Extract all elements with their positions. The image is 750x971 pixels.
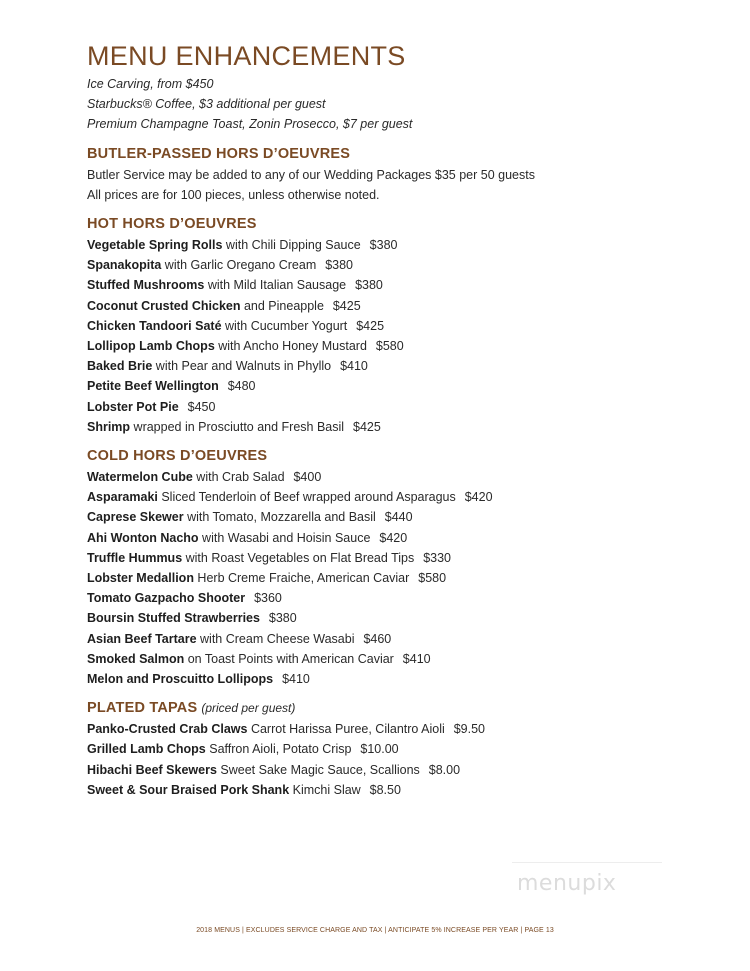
menu-item-description: with Cucumber Yogurt — [221, 318, 348, 333]
watermark-text: menupix — [517, 871, 617, 896]
menu-item-price: $360 — [254, 591, 282, 606]
hot-items — [87, 235, 707, 437]
menu-item-name: Truffle Hummus — [87, 550, 183, 565]
menu-item-price: $380 — [268, 611, 297, 626]
menu-item-name: Caprese Skewer — [87, 510, 184, 525]
menu-item-name: Asparamaki — [87, 490, 158, 505]
butler-section — [87, 144, 707, 205]
menu-item — [87, 780, 707, 800]
hot-heading: HOT HORS D’OEUVRES — [87, 216, 257, 233]
menu-item — [87, 719, 707, 739]
page-footer: 2018 MENUS | EXCLUDES SERVICE CHARGE AND TAX | ANTICIPATE 5% INCREASE PER YEAR | PAGE 13 — [196, 927, 554, 934]
menu-item-name: Coconut Crusted Chicken — [87, 298, 241, 313]
menu-item-description: with Garlic Oregano Cream — [161, 258, 317, 273]
menu-item-description: and Pineapple — [240, 298, 324, 313]
menu-item — [87, 568, 707, 588]
menu-item — [87, 255, 707, 275]
menu-item-price: $450 — [187, 399, 216, 414]
menu-item-description: with Chili Dipping Sauce — [222, 238, 361, 253]
menu-item-description: with Mild Italian Sausage — [204, 278, 347, 293]
menu-item-description: Sliced Tenderloin of Beef wrapped around Asparagus — [157, 490, 456, 505]
menu-item-name: Tomato Gazpacho Shooter — [87, 591, 246, 606]
menu-item — [87, 275, 707, 295]
menu-item-description: with Crab Salad — [192, 470, 285, 485]
butler-heading: BUTLER-PASSED HORS D’OEUVRES — [87, 145, 351, 162]
menu-item — [87, 417, 707, 437]
menu-item-name: Spanakopita — [87, 258, 162, 273]
menu-item-name: Grilled Lamb Chops — [87, 742, 206, 757]
menu-item-price: $10.00 — [360, 742, 399, 757]
menu-item-description: with Roast Vegetables on Flat Bread Tips — [182, 550, 415, 565]
menu-item-description: Saffron Aioli, Potato Crisp — [205, 742, 352, 757]
menu-item-price: $420 — [379, 530, 408, 545]
menu-item-name: Shrimp — [87, 419, 131, 434]
menu-item — [87, 528, 707, 548]
menu-item-price: $8.00 — [428, 762, 461, 777]
menu-page — [87, 40, 707, 800]
cold-items — [87, 467, 707, 689]
menu-item-name: Panko-Crusted Crab Claws — [87, 722, 248, 737]
menu-item-name: Petite Beef Wellington — [87, 379, 219, 394]
menu-item-description: with Cream Cheese Wasabi — [196, 631, 355, 646]
menu-item — [87, 629, 707, 649]
tapas-heading-text: PLATED TAPAS — [87, 700, 198, 717]
menu-item-price: $410 — [282, 672, 310, 687]
menu-item-price: $410 — [402, 651, 431, 666]
menu-item — [87, 487, 707, 507]
menu-item — [87, 649, 707, 669]
menu-item-name: Ahi Wonton Nacho — [87, 530, 199, 545]
menu-item-name: Asian Beef Tartare — [87, 631, 197, 646]
butler-line: All prices are for 100 pieces, unless otherwise noted. — [87, 187, 380, 202]
menu-item-description: Carrot Harissa Puree, Cilantro Aioli — [247, 722, 445, 737]
menu-item — [87, 397, 707, 417]
menu-item-name: Stuffed Mushrooms — [87, 278, 205, 293]
menu-item-price: $580 — [418, 571, 447, 586]
menu-item — [87, 235, 707, 255]
menu-item-name: Lobster Medallion — [87, 571, 194, 586]
butler-line: Butler Service may be added to any of our Wedding Packages $35 per 50 guests — [87, 167, 535, 182]
tapas-items — [87, 719, 707, 800]
menu-item-price: $8.50 — [369, 782, 401, 797]
enhancement-item: Premium Champagne Toast, Zonin Prosecco, $7 per guest — [87, 117, 413, 132]
menu-item-name: Boursin Stuffed Strawberries — [87, 611, 260, 626]
menu-item-name: Lollipop Lamb Chops — [87, 339, 215, 354]
menu-item — [87, 588, 707, 608]
menu-item-price: $410 — [340, 359, 368, 374]
menu-item-price: $425 — [332, 298, 361, 313]
menu-item — [87, 760, 707, 780]
enhancement-item: Ice Carving, from $450 — [87, 77, 214, 91]
enhancement-item: Starbucks® Coffee, $3 additional per guest — [87, 97, 326, 112]
menu-item — [87, 669, 707, 689]
menu-item-description: with Wasabi and Hoisin Sauce — [198, 530, 371, 545]
menu-item — [87, 296, 707, 316]
menu-item-description: Sweet Sake Magic Sauce, Scallions — [216, 762, 420, 777]
menu-item-price: $420 — [464, 490, 493, 505]
menu-item-price: $330 — [423, 550, 451, 565]
menu-item — [87, 548, 707, 568]
tapas-note: (priced per guest) — [201, 701, 296, 716]
menu-item — [87, 316, 707, 336]
menu-item — [87, 376, 707, 396]
menu-item-price: $400 — [293, 470, 322, 485]
menu-item-price: $380 — [355, 278, 383, 293]
enhancements-list — [87, 74, 707, 135]
hot-section — [87, 214, 707, 437]
menu-item-price: $425 — [356, 318, 385, 333]
menu-item — [87, 507, 707, 527]
menu-item-name: Baked Brie — [87, 359, 153, 374]
menu-item — [87, 336, 707, 356]
menu-item-price: $9.50 — [453, 722, 485, 737]
page-title: MENU ENHANCEMENTS — [87, 41, 406, 71]
tapas-section — [87, 698, 707, 800]
menu-item-price: $480 — [227, 379, 256, 394]
menu-item-name: Vegetable Spring Rolls — [87, 238, 223, 253]
menu-item-price: $460 — [363, 631, 392, 646]
menu-item — [87, 356, 707, 376]
watermark-divider — [512, 862, 662, 863]
menu-item-description: with Ancho Honey Mustard — [214, 339, 367, 354]
cold-section — [87, 446, 707, 689]
menu-item-price: $440 — [384, 510, 413, 525]
menu-item-name: Sweet & Sour Braised Pork Shank — [87, 782, 290, 797]
menu-item-name: Watermelon Cube — [87, 470, 193, 485]
menu-item — [87, 608, 707, 628]
menupix-watermark — [512, 858, 662, 910]
menu-item-description: Kimchi Slaw — [289, 782, 361, 797]
menu-item — [87, 739, 707, 759]
cold-heading: COLD HORS D’OEUVRES — [87, 448, 268, 465]
menu-item-description: Herb Creme Fraiche, American Caviar — [193, 571, 410, 586]
menu-item-name: Chicken Tandoori Saté — [87, 318, 222, 333]
menu-item-price: $380 — [369, 238, 398, 253]
menu-item-description: with Tomato, Mozzarella and Basil — [183, 510, 376, 525]
menu-item-name: Lobster Pot Pie — [87, 399, 179, 414]
tapas-heading — [87, 698, 707, 718]
menu-item-price: $380 — [325, 258, 354, 273]
menu-item-price: $425 — [353, 419, 381, 434]
menu-item-name: Hibachi Beef Skewers — [87, 762, 217, 777]
menu-item-name: Smoked Salmon — [87, 651, 185, 666]
menu-item-price: $580 — [375, 339, 404, 354]
menu-item-description: on Toast Points with American Caviar — [184, 651, 394, 666]
menu-item-description: wrapped in Prosciutto and Fresh Basil — [130, 419, 345, 434]
menu-item — [87, 467, 707, 487]
menu-item-description: with Pear and Walnuts in Phyllo — [152, 359, 332, 374]
menu-item-name: Melon and Proscuitto Lollipops — [87, 672, 274, 687]
